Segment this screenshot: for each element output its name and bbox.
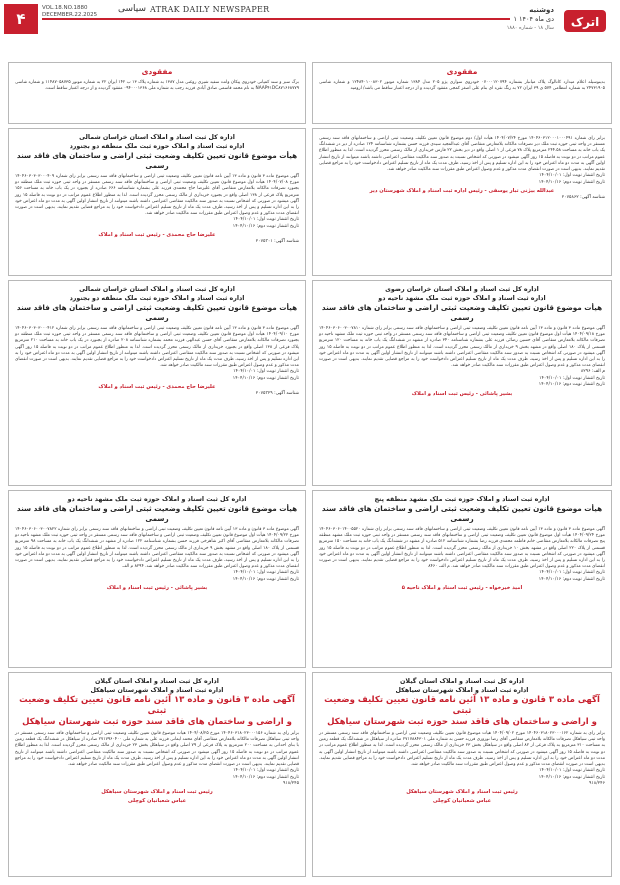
- notice-subject: هیأت موضوع قانون تعیین تکلیف وضعیت ثبتی اراضی و ساختمان های فاقد سند رسمی: [16, 504, 298, 523]
- publish-date-1: تاریخ انتشار نوبت اول: ۱۴۰۴/۱۰/۰۱: [233, 217, 299, 223]
- registry-notice-left-3: [8, 490, 306, 668]
- org-title: اداره کل ثبت اسناد و املاک استان خراسان شمالی: [79, 286, 235, 293]
- registry-notice-left-4: [8, 672, 306, 877]
- org-subtitle: اداره ثبت اسناد و املاک حوزه ثبت ملک منطقه دو بجنورد: [69, 143, 245, 150]
- notice-subject: هیأت موضوع قانون تعیین تکلیف وضعیت ثبتی اراضی و ساختمان های فاقد سند رسمی: [16, 151, 298, 170]
- publish-date-1: تاریخ انتشار نوبت اول: ۱۴۰۴/۱۰/۰۱: [233, 369, 299, 375]
- notice-body: برابر رای به شماره ۱۴۰۴۶۰۳۱۸۰۲۳۰۰۰۱۶۲ مورخ ۱۴۰۴/۰۹/۰۲ هیات موضوع قانون تعیین تکلیف وضعیت ثبتی اراضی و ساختمانهای فاقد سند رسمی مستقر در واحد ثبتی سیاهکل تصرفات مالکانه بلامعارض متقاضی آقای رضا نوروزی فرزند حسن به شماره ملی ۲۷۱۷۸۸۴۳۰۱ صادره از سیاهکل در ششدانگ یک قطعه زمین به مساحت ۳۱۰ مترمربع به پلاک فرعی از ۸۲ اصلی واقع در سیاهکل بخش ۲۳ خریداری از مالک رسمی محرز گردیده است. لذا به منظور اطلاع عموم مراتب در دو نوبت به فاصله ۱۵ روز آگهی میشود در صورتی که اشخاص نسبت به صدور سند مالکیت متقاضی اعتراضی داشته باشند میتوانند از تاریخ انتشار اولین آگهی به مدت دو ماه اعتراض خود را به این اداره تسلیم و پس از اخذ رسید، ظرف مدت یک ماه از تاریخ تسلیم اعتراض دادخواست خود را به مراجع قضایی تقدیم نمایند. بدیهی است در صورت انقضای مدت مذکور و عدم وصول اعتراض طبق مقررات سند مالکیت صادر خواهد شد.: [319, 731, 606, 768]
- registry-notice-left-2: [8, 280, 306, 486]
- notice-code: شناسه آگهی: ۲۰۷۵۳۰۱: [255, 239, 299, 245]
- notice-body: آگهی موضوع ماده ۳ قانون و ماده ۱۳ آیین نامه قانون تعیین تکلیف وضعیت ثبتی اراضی و ساختمانهای فاقد سند رسمی برابر رای شماره ۱۴۰۴۶۰۳۰۳۰۳۰۰۰۴۱۲ مورخ ۱۴۰۴/۰۹/۱۰ هیأت اول موضوع قانون تعیین تکلیف وضعیت ثبتی اراضی و ساختمانهای فاقد سند رسمی مستقر در واحد ثبتی حوزه ثبت ملک منطقه دو بجنورد تصرفات مالکانه بلامعارض متقاضی آقای حسن عبدالهی فرزند محمد بشماره شناسنامه ۲۰۸ صادره از بجنورد در یک باب خانه به مساحت ۲۱۰ مترمربع پلاک فرعی از ۱۳۸ اصلی واقع در بجنورد خریداری از مالک رسمی محرز گردیده است. لذا به منظور اطلاع عموم مراتب در دو نوبت به فاصله ۱۵ روز آگهی میشود در صورتی که اشخاص نسبت به صدور سند مالکیت متقاضی اعتراضی داشته باشند میتوانند از تاریخ انتشار اولین آگهی به مدت دو ماه اعتراض خود را به این اداره تسلیم و پس از اخذ رسید، ظرف مدت یک ماه از تاریخ تسلیم اعتراض دادخواست خود را به مراجع قضایی تقدیم نمایند. بدیهی است در صورت انقضای مدت مذکور و عدم وصول اعتراض طبق مقررات سند مالکیت صادر خواهد شد.: [15, 326, 300, 369]
- org-subtitle: اداره ثبت اسناد و املاک شهرستان سیاهکل: [90, 687, 224, 694]
- signer: بشیر پاشائی - رئیس ثبت اسناد و املاک: [411, 390, 513, 397]
- signer-name: عباس شعبانیان کوچلی: [432, 798, 492, 805]
- signer: بشیر پاشائی - رئیس ثبت اسناد و املاک: [106, 585, 208, 592]
- publish-date-2: تاریخ انتشار نوبت دوم: ۱۴۰۴/۱۰/۱۶: [538, 774, 605, 780]
- notice-body: آگهی موضوع ماده ۳ قانون و ماده ۱۳ آیین نامه قانون تعیین تکلیف وضعیت ثبتی اراضی و ساختمانهای فاقد سند رسمی برابر رای شماره ۱۴۰۴۶۰۳۰۶۰۰۳۰۰۷۸۱۰ مورخ ۱۴۰۴/۰۹/۱۸ هیأت اول موضوع قانون تعیین تکلیف وضعیت ثبتی اراضی و ساختمانهای فاقد سند رسمی مستقر در واحد ثبتی حوزه ثبت ملک مشهد ناحیه دو تصرفات مالکانه بلامعارض متقاضی آقای حسین رضائی فرزند علی بشماره شناسنامه ۳۴۰ صادره از مشهد در ششدانگ یک باب خانه به مساحت ۱۲۰ مترمربع قسمتی از پلاک ۱۸۰ اصلی واقع در مشهد بخش ۹ خریداری از مالک رسمی محرز گردیده است. لذا به منظور اطلاع عموم مراتب در دو نوبت به فاصله ۱۵ روز آگهی میشود در صورتی که اشخاص نسبت به صدور سند مالکیت متقاضی اعتراضی داشته باشند میتوانند از تاریخ انتشار اولین آگهی به مدت دو ماه اعتراض خود را به این اداره تسلیم و پس از اخذ رسید، ظرف مدت یک ماه از تاریخ تسلیم اعتراض دادخواست خود را به مراجع قضایی تقدیم نمایند. بدیهی است در صورت انقضای مدت مذکور و عدم وصول اعتراض طبق مقررات سند مالکیت صادر خواهد شد.: [319, 326, 606, 369]
- notice-code: شناسه آگهی: ۲۰۷۵۳۲۹: [255, 391, 299, 397]
- org-title: اداره کل ثبت اسناد و املاک استان خراسان رضوی: [385, 286, 539, 293]
- signer-title: رئیس ثبت اسناد و املاک شهرستان سیاهکل: [101, 789, 213, 796]
- notice-code: شناسه آگهی: ۲۰۷۵۸۶۲: [561, 195, 605, 201]
- registry-notice-right-2: [312, 280, 612, 486]
- notice-subject-1: آگهی ماده ۳ قانون و ماده ۱۳ آئین نامه قانون تعیین تکلیف وضعیت ثبتی: [19, 695, 295, 716]
- publish-date-2: تاریخ انتشار نوبت دوم: ۱۴۰۴/۱۰/۱۶: [538, 382, 605, 388]
- notice-subject-1: آگهی ماده ۳ قانون و ماده ۱۳ آئین نامه قانون تعیین تکلیف وضعیت ثبتی: [324, 695, 600, 716]
- newspaper-logo: [562, 2, 608, 38]
- notice-body: برابر رای به شماره ۱۴۰۴۶۰۳۱۸۰۲۳۰۰۰۱۵۶ مورخ ۱۴۰۴/۰۸/۲۵ هیات موضوع قانون تعیین تکلیف وضعیت ثبتی اراضی و ساختمانهای فاقد سند رسمی مستقر در واحد ثبتی سیاهکل تصرفات مالکانه بلامعارض متقاضی آقای محمد ایمانی فرزند علی به شماره ملی ۲۷۱۷۹۶۰۴۰۰ صادره از سیاهکل در ششدانگ یک قطعه زمین با بنای احداثی به مساحت ۲۰۰ مترمربع به پلاک فرعی از ۷۹ اصلی واقع در سیاهکل بخش ۲۳ خریداری از مالک رسمی محرز گردیده است. لذا به منظور اطلاع عموم مراتب در دو نوبت به فاصله ۱۵ روز آگهی میشود در صورتی که اشخاص نسبت به صدور سند مالکیت متقاضی اعتراضی داشته باشند میتوانند از تاریخ انتشار اولین آگهی به مدت دو ماه اعتراض خود را به این اداره تسلیم و پس از اخذ رسید، ظرف مدت یک ماه از تاریخ تسلیم اعتراض دادخواست خود را به مراجع قضایی تقدیم نمایند. بدیهی است در صورت انقضای مدت مذکور و عدم وصول اعتراض طبق مقررات سند مالکیت صادر خواهد شد.: [15, 731, 299, 768]
- lost-notice-title: مفقودی: [446, 67, 478, 76]
- publish-date-1: تاریخ انتشار نوبت اول: ۱۴۰۴/۱۰/۰۱: [233, 768, 299, 774]
- notice-code: ۹۱۸/۲۴۵: [282, 781, 299, 787]
- signer-name: عباس شعبانیان کوچلی: [127, 798, 187, 805]
- header-rule: [42, 18, 510, 20]
- publish-date-1: تاریخ انتشار نوبت اول: ۱۴۰۴/۱۰/۰۱: [539, 570, 605, 576]
- issue-info: [42, 5, 97, 19]
- notice-subject: هیأت موضوع قانون تعیین تکلیف وضعیت ثبتی اراضی و ساختمان های فاقد سند رسمی: [321, 504, 603, 523]
- issue-volume: VOL.18.NO.1880: [42, 5, 88, 11]
- signer: علیرضا حاج محمدی - رئیس ثبت اسناد و املاک: [98, 232, 216, 239]
- org-title: اداره کل ثبت اسناد و املاک استان گیلان: [400, 678, 524, 685]
- paper-name: ATRAK DAILY NEWSPAPER: [150, 5, 270, 14]
- notice-body: آگهی موضوع ماده ۳ قانون و ماده ۱۳ آیین نامه قانون تعیین تکلیف وضعیت ثبتی اراضی و ساختمانهای فاقد سند رسمی برابر رای شماره ۱۴۰۴۶۰۳۰۳۰۳۰۰۰۴۰۹ مورخ ۱۴۰۴/۰۷/۰۸ هیأت اول موضوع قانون تعیین تکلیف وضعیت ثبتی اراضی و ساختمانهای فاقد سند رسمی مستقر در واحد ثبتی حوزه ثبت ملک منطقه دو بجنورد تصرفات مالکانه بلامعارض متقاضی آقای علیرضا حاج محمدی فرزند علی بشماره شناسنامه ۶۶۶ صادره از بجنورد در یک باب خانه به مساحت ۱۵۶ مترمربع پلاک فرعی از ۱۳۸ اصلی واقع در بجنورد خریداری از مالک رسمی محرز گردیده است. لذا به منظور اطلاع عموم مراتب در دو نوبت به فاصله ۱۵ روز آگهی میشود در صورتی که اشخاص نسبت به صدور سند مالکیت متقاضی اعتراضی داشته باشند میتوانند از تاریخ انتشار اولین آگهی به مدت دو ماه اعتراض خود را به این اداره تسلیم و پس از اخذ رسید، ظرف مدت یک ماه از تاریخ تسلیم اعتراض دادخواست خود را به مراجع قضایی تقدیم نمایند. بدیهی است در صورت انقضای مدت مذکور و عدم وصول اعتراض طبق مقررات سند مالکیت صادر خواهد شد.: [15, 174, 299, 217]
- registry-notice-right-4: [312, 672, 612, 877]
- publish-date-2: تاریخ انتشار نوبت دوم: ۱۴۰۴/۱۰/۱۶: [232, 375, 299, 381]
- signer: عبدالله بیژنی تبار یوسفی - رئیس اداره ثبت اسناد و املاک شهرستان دیر: [369, 188, 555, 195]
- org-title: اداره کل ثبت اسناد و املاک استان خراسان شمالی: [79, 134, 235, 141]
- weekday: دوشنبه: [529, 6, 554, 14]
- notice-subject-2: و اراضی و ساختمان های فاقد سند حوزه ثبت شهرستان سیاهکل: [22, 717, 292, 727]
- notice-subject: هیأت موضوع قانون تعیین تکلیف وضعیت ثبتی اراضی و ساختمان های فاقد سند رسمی: [16, 303, 298, 322]
- signer: امید خیرخواه - رئیس ثبت اسناد و املاک ناحیه ۵: [401, 585, 523, 592]
- date-fa: ۱ دی ماه ۱۴۰۴: [513, 15, 554, 23]
- page-number: ۴: [4, 4, 38, 34]
- signer-title: رئیس ثبت اسناد و املاک شهرستان سیاهکل: [406, 789, 518, 796]
- notice-code: م الف: ۸۲۹۶: [580, 369, 605, 375]
- org-title: اداره کل ثبت اسناد و املاک حوزه ثبت ملک مشهد ناحیه دو: [67, 496, 247, 503]
- org-subtitle: اداره ثبت اسناد و املاک حوزه ثبت ملک مشهد ناحیه دو: [378, 295, 546, 302]
- logo-text: اترک: [570, 15, 600, 29]
- publish-date-1: تاریخ انتشار نوبت اول: ۱۴۰۴/۱۰/۰۱: [539, 173, 605, 179]
- issue-small: سال ۱۸ - شماره ۱۸۸۰: [506, 25, 554, 31]
- lost-notice-left: [8, 62, 306, 124]
- notice-body: برابر رای شماره ۱۴۰۴۶۰۳۱۲۰۰۰۱۰۰۰۴۹۱ مورخ ۱۴۰۴/۰۷/۲۴ هیأت اول/ دوم موضوع قانون تعیین تکلیف وضعیت ثبتی اراضی و ساختمانهای فاقد سند رسمی مستقر در واحد ثبتی حوزه ثبت ملک دیر تصرفات مالکانه بلامعارض متقاضی آقای عبدالمجید سیدی فرزند حسن بشماره شناسنامه ۱۲۴ صادره از دیر در ششدانگ یک باب خانه به مساحت ۲۴۴.۵۸ مترمربع پلاک ۷۸ فرعی از ۱ اصلی واقع در دیر بخش ۲۲ فارس خریداری از مالک رسمی محرز گردیده است. لذا به منظور اطلاع عموم مراتب در دو نوبت به فاصله ۱۵ روز آگهی میشود در صورتی که اشخاص نسبت به صدور سند مالکیت متقاضی اعتراضی داشته باشند میتوانند از تاریخ انتشار اولین آگهی به مدت دو ماه اعتراض خود را به این اداره تسلیم و پس از اخذ رسید، ظرف مدت یک ماه از تاریخ تسلیم اعتراض دادخواست خود را به مراجع قضایی تقدیم نمایند. بدیهی است در صورت انقضای مدت مذکور و عدم وصول اعتراض طبق مقررات سند مالکیت صادر خواهد شد.: [319, 136, 606, 173]
- issue-date-en: DECEMBER.22.2025: [42, 12, 98, 18]
- date-box: [507, 6, 554, 33]
- publish-date-1: تاریخ انتشار نوبت اول: ۱۴۰۴/۱۰/۰۱: [233, 570, 299, 576]
- registry-notice-right-3: [312, 490, 612, 668]
- org-subtitle: اداره ثبت اسناد و املاک حوزه ثبت ملک منطقه دو بجنورد: [69, 295, 245, 302]
- org-subtitle: اداره ثبت اسناد و املاک شهرستان سیاهکل: [395, 687, 529, 694]
- notice-body: آگهی موضوع ماده ۳ قانون و ماده ۱۳ آیین نامه قانون تعیین تکلیف وضعیت ثبتی اراضی و ساختمانهای فاقد سند رسمی برابر رای شماره ۱۴۰۴۶۰۳۰۶۰۱۴۰۰۵۵۲۰ مورخ ۱۴۰۴/۰۹/۲۴ هیأت اول موضوع قانون تعیین تکلیف وضعیت ثبتی اراضی و ساختمانهای فاقد سند رسمی مستقر در واحد ثبتی حوزه ثبت ملک مشهد منطقه پنج تصرفات مالکانه بلامعارض متقاضی خانم فاطمه محمدی فرزند رضا بشماره شناسنامه ۵۱۲ صادره از مشهد در ششدانگ یک باب خانه به مساحت ۱۵۰ مترمربع قسمتی از پلاک ۲۲۰ اصلی واقع در مشهد بخش ۱۰ خریداری از مالک رسمی محرز گردیده است. لذا به منظور اطلاع عموم مراتب در دو نوبت به فاصله ۱۵ روز آگهی میشود در صورتی که اشخاص نسبت به صدور سند مالکیت متقاضی اعتراضی داشته باشند میتوانند از تاریخ انتشار اولین آگهی به مدت دو ماه اعتراض خود را به این اداره تسلیم و پس از اخذ رسید، ظرف مدت یک ماه از تاریخ تسلیم اعتراض دادخواست خود را به مراجع قضایی تقدیم نمایند. بدیهی است در صورت انقضای مدت مذکور و عدم وصول اعتراض طبق مقررات سند مالکیت صادر خواهد شد. م الف ۸۴۶۰: [319, 527, 605, 570]
- notice-subject-2: و اراضی و ساختمان های فاقد سند حوزه ثبت شهرستان سیاهکل: [327, 717, 597, 727]
- notice-subject: هیأت موضوع قانون تعیین تکلیف وضعیت ثبتی اراضی و ساختمان های فاقد سند رسمی: [321, 303, 603, 322]
- publish-date-2: تاریخ انتشار نوبت دوم: ۱۴۰۴/۱۰/۱۶: [538, 179, 605, 185]
- lost-notice-body: بدینوسیله اعلام میدارد کاتالوگ پلاک میانبار بشماره ۰۷۰۰۰۱۲۰۷۹۴ خودروی سواری پژو ۲۰۵ مدل ۱۳۸۴ شماره موتور ۱۲۴۸۴۰۱۰۰۸۳۰۲ و شماره شاسی ۲۴۷۳۱۹۰۵ به شماره انتظامی ۵۷۴ ی ۳۹ ایران ۷۲ به رنگ نقره ای بنام علی اصغر کمجی مفقود گردیده و از درجه اعتبار ساقط می باشد/ ارومیه: [319, 80, 605, 92]
- publish-date-2: تاریخ انتشار نوبت دوم: ۱۴۰۴/۱۰/۱۶: [538, 576, 605, 582]
- org-title: اداره کل ثبت اسناد و املاک استان گیلان: [95, 678, 219, 685]
- signer: علیرضا حاج محمدی - رئیس ثبت اسناد و املاک: [98, 384, 216, 391]
- notice-body: آگهی موضوع ماده ۳ قانون و ماده ۱۳ آیین نامه قانون تعیین تکلیف وضعیت ثبتی اراضی و ساختمانهای فاقد سند رسمی برابر رای شماره ۱۴۰۴۶۰۳۰۶۰۰۳۰۰۷۸۲۲ مورخ ۱۴۰۴/۰۹/۲۲ هیأت اول موضوع قانون تعیین تکلیف وضعیت ثبتی اراضی و ساختمانهای فاقد سند رسمی مستقر در واحد ثبتی حوزه ثبت ملک مشهد ناحیه دو تصرفات مالکانه بلامعارض متقاضی آقای اکبر شاهرخی فرزند حسن بشماره شناسنامه ۱۲۲ صادره از مشهد در ششدانگ یک باب خانه به مساحت ۹۸ مترمربع قسمتی از پلاک ۱۸۰ اصلی واقع در مشهد بخش ۹ خریداری از مالک رسمی محرز گردیده است. لذا به منظور اطلاع عموم مراتب در دو نوبت به فاصله ۱۵ روز آگهی میشود در صورتی که اشخاص نسبت به صدور سند مالکیت متقاضی اعتراضی داشته باشند میتوانند از تاریخ انتشار اولین آگهی به مدت دو ماه اعتراض خود را به این اداره تسلیم و پس از اخذ رسید، ظرف مدت یک ماه از تاریخ تسلیم اعتراض دادخواست خود را به مراجع قضایی تقدیم نمایند. بدیهی است در صورت انقضای مدت مذکور و عدم وصول اعتراض طبق مقررات سند مالکیت صادر خواهد شد. ۸۲۹۴ م الف: [15, 527, 299, 570]
- registry-notice-right-1: [312, 128, 612, 276]
- registry-notice-left-1: [8, 128, 306, 276]
- publish-date-2: تاریخ انتشار نوبت دوم: ۱۴۰۴/۱۰/۱۶: [232, 223, 299, 229]
- publish-date-2: تاریخ انتشار نوبت دوم: ۱۴۰۴/۱۰/۱۶: [232, 774, 299, 780]
- org-title: اداره ثبت اسناد و املاک حوزه ثبت ملک مشهد منطقه پنج: [374, 496, 550, 503]
- lost-notice-right: [312, 62, 612, 124]
- lost-notice-body: برگ سبز و سند کمپانی خودروی پیکان وانت سفید شیری روغنی مدل ۱۳۸۷ به شماره پلاک ۱۳ ب ۱۴۲ ایران ۲۲ به شماره موتور ۱۱۴۸۷۰۵۸۷۳۵ و شماره شاسی NAAP۴۱DC۸۷۱۶۶۸۷۷۹ به نام محمد قاسمی صادق آبادی فرزند رجب به شماره ملی ۰۹۴۰۰۰۱۳۶۸ مفقود گردیده و از درجه اعتبار ساقط است.: [15, 80, 299, 92]
- publish-date-1: تاریخ انتشار نوبت اول: ۱۴۰۴/۱۰/۰۱: [539, 768, 605, 774]
- notice-code: ۹۱۸/۲۴۶: [588, 781, 605, 787]
- section-name: سیاسی: [118, 4, 147, 14]
- page-header: [0, 0, 620, 44]
- publish-date-2: تاریخ انتشار نوبت دوم: ۱۴۰۴/۱۰/۱۶: [232, 576, 299, 582]
- lost-notice-title: مفقودی: [141, 67, 173, 76]
- publish-date-1: تاریخ انتشار نوبت اول: ۱۴۰۴/۱۰/۰۱: [539, 375, 605, 381]
